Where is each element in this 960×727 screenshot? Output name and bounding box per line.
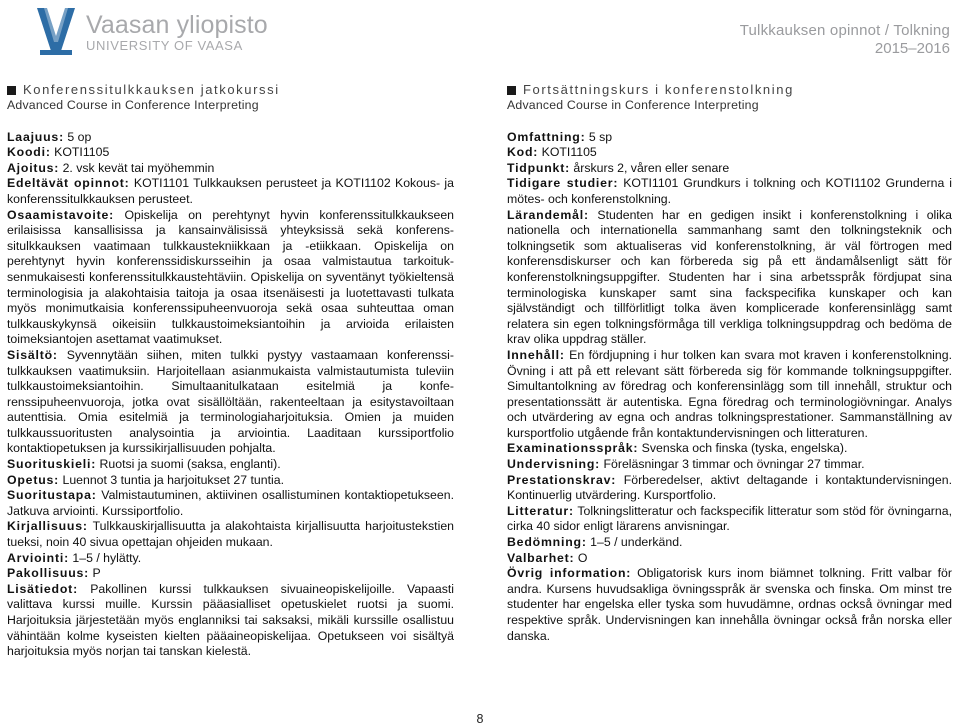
course-field-label: Valbarhet: [507, 550, 575, 565]
course-field-text: Tulkkauskirjallisuutta ja alakohtaista kirjallisuutta harjoitustekstien tueksi, noin 40 sivua opettajan ohjeiden mukaan. [7, 519, 454, 550]
course-field-label: Bedömning: [507, 535, 587, 550]
course-title-sv [507, 82, 952, 98]
course-field-label: Innehåll: [507, 347, 565, 362]
swedish-course-column [507, 82, 952, 644]
course-field-text: Luennot 3 tuntia ja harjoitukset 27 tuntia. [59, 472, 284, 487]
course-field-label: Tidpunkt: [507, 160, 570, 175]
course-field-text: Föreläsningar 3 timmar och övningar 27 timmar. [600, 457, 865, 472]
course-field-text: KOTI1105 [538, 145, 597, 160]
course-field [7, 473, 454, 489]
course-field-text: KOTI1105 [50, 145, 110, 160]
course-details-sv [507, 130, 952, 645]
course-field-text: O [574, 550, 588, 565]
course-field [7, 348, 454, 457]
square-bullet-icon [7, 86, 16, 95]
course-field-label: Undervisning: [507, 457, 601, 472]
course-field-label: Kirjallisuus: [7, 519, 88, 534]
course-field [7, 488, 454, 519]
course-field [507, 566, 952, 644]
course-subtitle-fi: Advanced Course in Conference Interpreting [7, 98, 259, 112]
course-field-text: Ruotsi ja suomi (saksa, englanti). [96, 457, 281, 472]
course-field [507, 457, 952, 473]
course-field-label: Sisältö: [7, 347, 58, 362]
course-title-fi-text: Konferenssitulkkauksen jatkokurssi [23, 82, 280, 97]
course-field [507, 504, 952, 535]
header-academic-year: 2015–2016 [874, 40, 950, 57]
course-field [507, 348, 952, 442]
course-field-text: En fördjupning i hur tolken kan svara mot kraven i konferenstolkning. Övning i att på ett relevant sätt förbereda sig för kommande tolkningsuppgifter. Simultantolkning av föredrag och konferensinlägg som till innehåll, struktur och presentationssätt är autentiska. Egna föredrag och terminologiövningar. Analys och utvärdering av egna och andras tolkningsprestationer. Sammanställning av kursportfolio utgående från kontaktundervisningen och litteraturen. [507, 347, 952, 440]
course-field-label: Osaamistavoite: [7, 207, 115, 222]
course-field-label: Lisätiedot: [7, 581, 78, 596]
course-field-label: Litteratur: [507, 503, 574, 518]
header-section-title: Tulkkauksen opinnot / Tolkning [739, 22, 950, 39]
course-field-label: Tidigare studier: [507, 176, 619, 191]
course-field-label: Ajoitus: [7, 160, 60, 175]
course-field-text: KOTI1101 Tulkkauksen perusteet ja KOTI1102 Kokous- ja konferenssitulkkauksen perusteet. [7, 176, 455, 206]
course-field-text: 5 op [63, 129, 92, 144]
course-field-label: Laajuus: [7, 129, 64, 144]
course-field [7, 176, 454, 207]
course-field [507, 176, 952, 207]
course-field-text: KOTI1101 Grundkurs i tolkning och KOTI1102 Grunderna i mötes- och konferenstolkning. [507, 176, 953, 206]
course-field [7, 551, 454, 567]
course-field-text: Obligatorisk kurs inom biämnet tolkning. Fritt valbar för andra. Kursens huvudsakliga övningsspråk är svenska och finska. Om minst tre studenter har engelska eller tyska som huvudämne, ordnas också övningar med respektive språk. Undervisningen kan innehålla övningar också från norska eller danska. [507, 566, 952, 643]
course-field-text: Syvennytään siihen, miten tulkki pystyy vastaamaan konferenssitulkkauksen vaatimuksiin. Harjoitellaan asianmukaista valmistautumista tuleviin tulkkaustoimeksiantoihin. Simultaanitulkataan esitelmiä ja konferenssipuheenvuoroja, jotka ovat sisällöltään, rakenteeltaan ja esitystavoiltaan autenttisia. Omia esitelmiä ja terminologiaharjoituksia. Omien ja muiden tulkkaussuoritusten analysointia ja arviointia. Laaditaan kurssiportfolio kontaktiopetuksen ja kurssikirjallisuuden pohjalta. [7, 347, 454, 456]
logo-name: Vaasan yliopisto [86, 10, 268, 39]
course-subtitle-sv: Advanced Course in Conference Interpreting [507, 98, 759, 112]
course-field-label: Prestationskrav: [507, 472, 617, 487]
course-title-sv-text: Fortsättningskurs i konferenstolkning [523, 82, 794, 97]
page-number: 8 [476, 712, 484, 726]
course-field [7, 161, 454, 177]
course-field [7, 519, 454, 550]
course-field-text: 5 sp [585, 129, 613, 144]
course-field [507, 441, 952, 457]
course-field [507, 161, 952, 177]
course-field [7, 457, 454, 473]
course-title-fi [7, 82, 454, 98]
course-field-label: Examinationsspråk: [507, 441, 639, 456]
course-field [507, 130, 952, 146]
course-details-fi [7, 130, 454, 660]
course-field-label: Omfattning: [507, 129, 586, 144]
university-logo [34, 6, 268, 58]
course-field-label: Övrig information: [507, 566, 632, 581]
header-section-info [740, 22, 950, 58]
course-field-text: Valmistautuminen, aktiivinen osallistuminen kontaktiopetukseen. Jatkuva arviointi. Kurssiportfolio. [7, 488, 454, 518]
course-field-label: Edeltävät opinnot: [7, 176, 130, 191]
course-field [7, 208, 454, 348]
course-field-label: Suorituskieli: [7, 457, 97, 472]
course-field-label: Pakollisuus: [7, 566, 90, 581]
finnish-course-column [7, 82, 454, 660]
course-field-label: Opetus: [7, 472, 60, 487]
course-field [507, 208, 952, 348]
page-header [0, 0, 960, 70]
course-field [507, 473, 952, 504]
course-field-label: Lärandemål: [507, 207, 589, 222]
logo-subtitle: UNIVERSITY OF VAASA [86, 37, 243, 53]
course-field-text: Opiskelija on perehtynyt hyvin konferenssitulkkaukseen erilaisissa kansallisissa ja kansainvälisissä yhteyksissä sekä konferenssitulkkauksen vaatimaan tulkkaustekniikkaan ja -etiikkaan. Opiskelija on perehtynyt hyvin konferenssidiskursseihin ja osaa valmistautua tarkoituksenmukaisesti konferenssitulkkaustehtäviin. Opiskelija on syventänyt työkieltensä terminologisia ja alakohtaisia taitoja ja osaa itsenäisesti ja luotettavasti tulkata myös monimutkaisia konferenssipuheenvuoroja sekä osaa suhteuttaa oman tulkkauskykynsä oikeisiin tulkkaustoimeksiantoihin ja arvioida erilaisten toimeksiantojen asettamat vaatimukset. [7, 207, 454, 347]
course-field-text: Svenska och finska (tyska, engelska). [638, 441, 848, 456]
course-field-text: årskurs 2, våren eller senare [569, 160, 730, 175]
course-field-label: Suoritustapa: [7, 488, 97, 503]
course-field [7, 566, 454, 582]
course-field [507, 145, 952, 161]
university-logo-mark-icon [34, 6, 78, 58]
course-field-text: Förberedelser, aktivt deltagande i kontaktundervisningen. Kontinuerlig utvärdering. Kursportfolio. [507, 472, 952, 503]
course-field [507, 551, 952, 567]
course-field-label: Koodi: [7, 145, 51, 160]
course-field-text: Studenten har en gedigen insikt i konferenstolkning i olika nationella och internationella sammanhang samt den tolkningsteknik och tolkningsetik som aktualiseras vid konferenstolkning, är väl förtrogen med konferensdiskurser och kan förbereda sig på ett ändamålsenligt sätt för konferenstolkningsuppgifter. Studenten har i sina arbetsspråk fördjupat sina terminologiska kunskaper samt sina fackspecifika kunskaper och kan självständigt och tillförlitligt tolka även komplicerade konferensinlägg samt relatera sin egen tolkningsförmåga till verkliga tolkningsuppdrag och bedöma de krav olika uppdrag ställer. [507, 207, 952, 347]
course-field-label: Kod: [507, 145, 539, 160]
course-field [7, 582, 454, 660]
square-bullet-icon [507, 86, 516, 95]
course-field-text: 1–5 / hylätty. [68, 550, 142, 565]
course-field-text: 1–5 / underkänd. [586, 535, 683, 550]
course-field-text: 2. vsk kevät tai myöhemmin [59, 160, 215, 175]
course-field-text: Pakollinen kurssi tulkkauksen sivuaineopiskelijoille. Vapaasti valittava kurssi muille. Kurssin pääasialliset opetuskielet ruotsi ja suomi. Harjoituksia järjestetään myös englanniksi tai saksaksi, mikäli kurssille osallistuu vähintään kolme kyseisten kielten pääaineopiskelijaa. Opetukseen voi sisältyä harjoituksia myös norjan tai tanskan kielestä. [7, 581, 454, 659]
course-field [7, 145, 454, 161]
course-field-label: Arviointi: [7, 550, 69, 565]
course-field [507, 535, 952, 551]
course-field-text: P [89, 566, 101, 581]
course-field-text: Tolkningslitteratur och fackspecifik litteratur som stöd för övningarna, cirka 40 sidor enligt lärarens anvisningar. [507, 503, 952, 534]
course-field [7, 130, 454, 146]
